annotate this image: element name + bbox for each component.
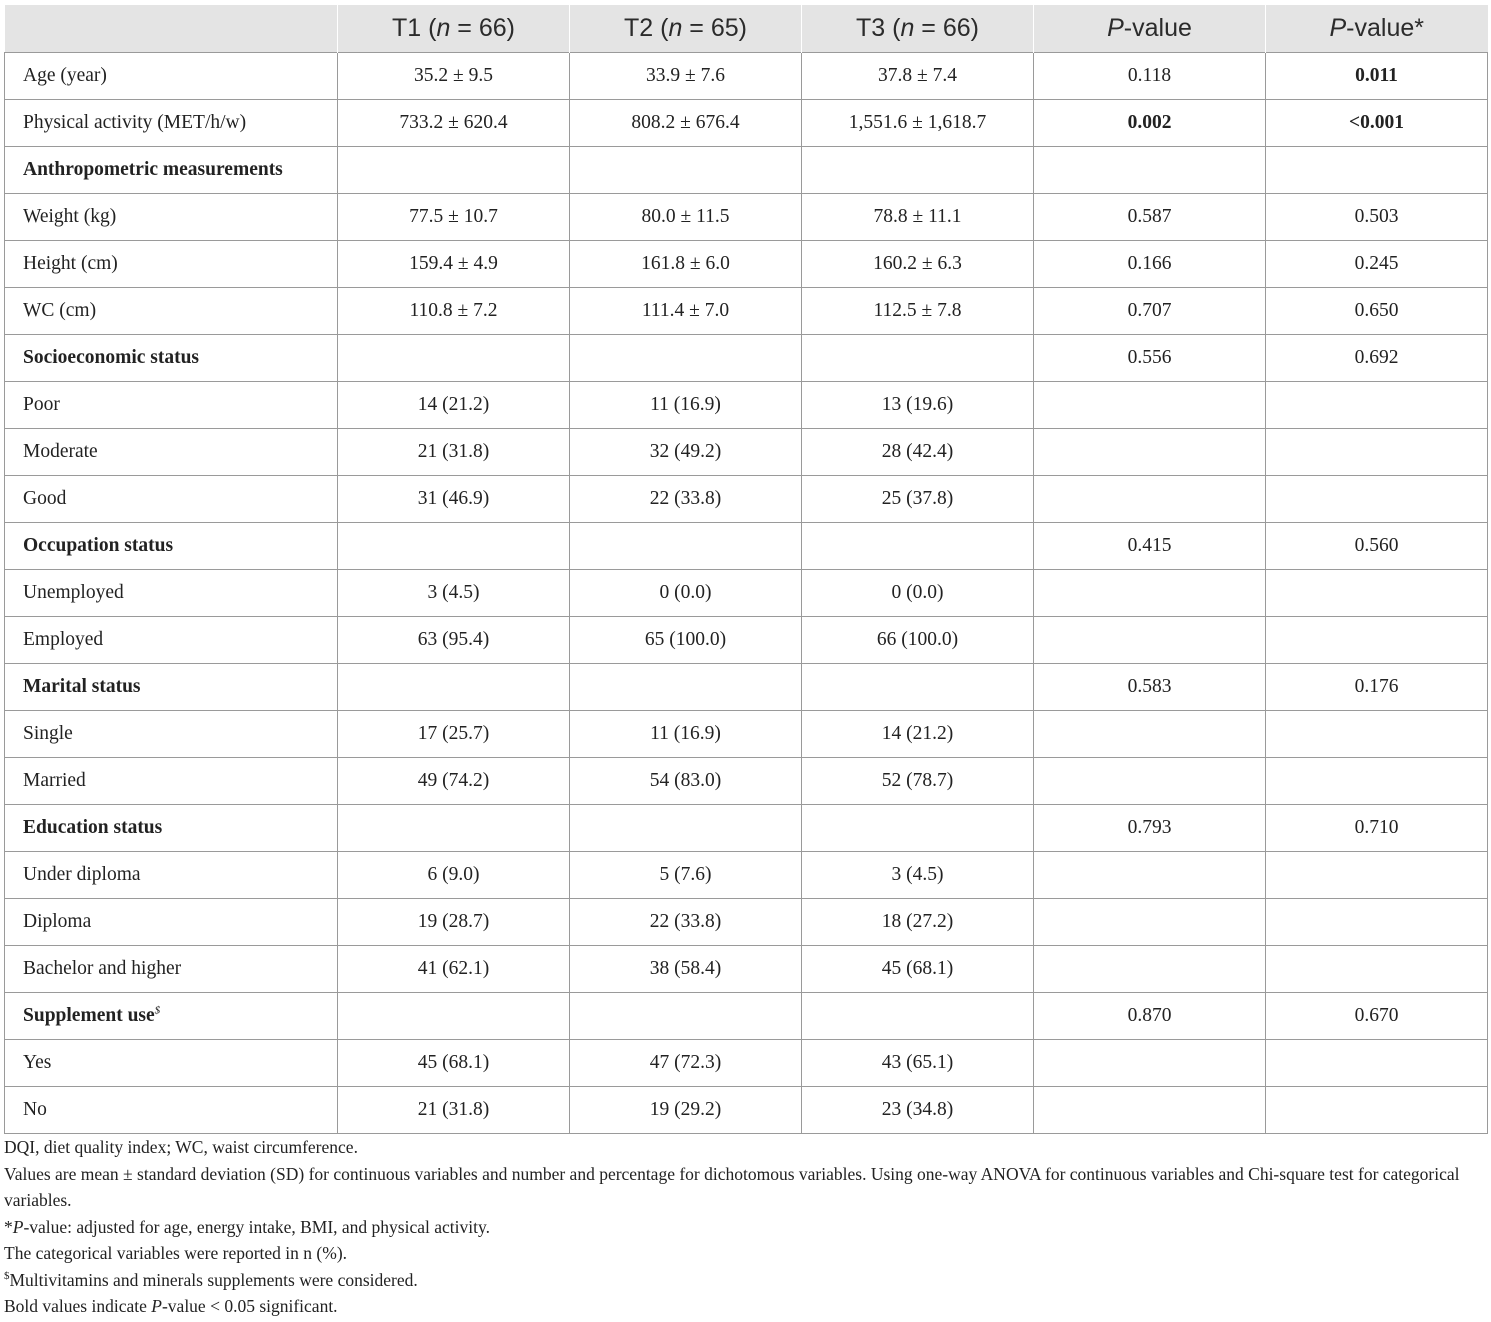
p-value-adjusted-cell — [1266, 758, 1488, 805]
t1-cell: 31 (46.9) — [338, 476, 570, 523]
p-value-cell: 0.583 — [1034, 664, 1266, 711]
footnote-values: Values are mean ± standard deviation (SD) for continuous variables and number and percentage for dichotomous variables. Using one-way ANOVA for continuous variables and Chi-square test for categorical variables. — [4, 1163, 1460, 1210]
table-row — [5, 617, 1488, 664]
row-label: Unemployed — [5, 570, 338, 617]
p-value-cell — [1034, 429, 1266, 476]
t3-cell: 112.5 ± 7.8 — [802, 288, 1034, 335]
header-p-value: P-value — [1034, 5, 1266, 53]
table-row — [5, 1087, 1488, 1134]
t2-cell: 5 (7.6) — [570, 852, 802, 899]
p-value-adjusted-cell — [1266, 382, 1488, 429]
t2-cell: 22 (33.8) — [570, 899, 802, 946]
t2-cell — [570, 664, 802, 711]
t3-cell: 13 (19.6) — [802, 382, 1034, 429]
t2-cell — [570, 335, 802, 382]
row-label: Age (year) — [5, 53, 338, 100]
t3-cell — [802, 993, 1034, 1040]
p-value-cell: 0.002 — [1034, 100, 1266, 147]
p-value-cell — [1034, 946, 1266, 993]
table-row — [5, 758, 1488, 805]
p-value-adjusted-cell — [1266, 946, 1488, 993]
t2-cell: 22 (33.8) — [570, 476, 802, 523]
table-row — [5, 429, 1488, 476]
p-value-cell: 0.166 — [1034, 241, 1266, 288]
p-value-adjusted-cell — [1266, 899, 1488, 946]
t2-cell: 11 (16.9) — [570, 711, 802, 758]
t1-cell: 21 (31.8) — [338, 1087, 570, 1134]
p-value-cell: 0.587 — [1034, 194, 1266, 241]
table-row — [5, 476, 1488, 523]
t3-cell — [802, 147, 1034, 194]
table-row — [5, 53, 1488, 100]
footnote-adjusted: *P-value: adjusted for age, energy intake, BMI, and physical activity. — [4, 1216, 490, 1237]
footnote-supplement: $Multivitamins and minerals supplements were considered. — [4, 1269, 418, 1290]
table-container — [4, 5, 1487, 1134]
t1-cell: 110.8 ± 7.2 — [338, 288, 570, 335]
p-value-cell — [1034, 617, 1266, 664]
t2-cell — [570, 993, 802, 1040]
t1-cell: 21 (31.8) — [338, 429, 570, 476]
p-value-cell: 0.793 — [1034, 805, 1266, 852]
t2-cell: 11 (16.9) — [570, 382, 802, 429]
row-label: Bachelor and higher — [5, 946, 338, 993]
p-value-cell: 0.556 — [1034, 335, 1266, 382]
row-label: Anthropometric measurements — [5, 147, 338, 194]
t1-cell: 41 (62.1) — [338, 946, 570, 993]
header-t1: T1 (n = 66) — [338, 5, 570, 53]
t3-cell: 3 (4.5) — [802, 852, 1034, 899]
p-value-adjusted-cell: <0.001 — [1266, 100, 1488, 147]
row-label: Education status — [5, 805, 338, 852]
t1-cell: 17 (25.7) — [338, 711, 570, 758]
row-label: Socioeconomic status — [5, 335, 338, 382]
row-label: Occupation status — [5, 523, 338, 570]
t3-cell — [802, 805, 1034, 852]
t1-cell: 733.2 ± 620.4 — [338, 100, 570, 147]
header-variable — [5, 5, 338, 53]
t2-cell: 80.0 ± 11.5 — [570, 194, 802, 241]
header-t3: T3 (n = 66) — [802, 5, 1034, 53]
p-value-cell — [1034, 476, 1266, 523]
p-value-adjusted-cell: 0.670 — [1266, 993, 1488, 1040]
p-value-adjusted-cell: 0.560 — [1266, 523, 1488, 570]
row-label: Employed — [5, 617, 338, 664]
row-label: Weight (kg) — [5, 194, 338, 241]
p-value-adjusted-cell — [1266, 711, 1488, 758]
row-label: No — [5, 1087, 338, 1134]
p-value-adjusted-cell — [1266, 852, 1488, 899]
t3-cell: 43 (65.1) — [802, 1040, 1034, 1087]
t1-cell: 3 (4.5) — [338, 570, 570, 617]
row-label: Good — [5, 476, 338, 523]
table-row — [5, 194, 1488, 241]
p-value-cell — [1034, 382, 1266, 429]
table-row — [5, 993, 1488, 1040]
t1-cell: 63 (95.4) — [338, 617, 570, 664]
p-value-adjusted-cell: 0.176 — [1266, 664, 1488, 711]
p-value-cell — [1034, 147, 1266, 194]
t3-cell: 45 (68.1) — [802, 946, 1034, 993]
p-value-cell: 0.870 — [1034, 993, 1266, 1040]
t3-cell — [802, 335, 1034, 382]
footnote-abbreviations: DQI, diet quality index; WC, waist circumference. — [4, 1137, 358, 1157]
t1-cell — [338, 335, 570, 382]
t1-cell — [338, 523, 570, 570]
header-p-value-adjusted: P-value* — [1266, 5, 1488, 53]
header-row — [5, 5, 1488, 53]
table-row — [5, 852, 1488, 899]
t3-cell: 14 (21.2) — [802, 711, 1034, 758]
table-body — [5, 53, 1488, 1134]
t3-cell: 78.8 ± 11.1 — [802, 194, 1034, 241]
table-row — [5, 335, 1488, 382]
table-row — [5, 100, 1488, 147]
t2-cell: 19 (29.2) — [570, 1087, 802, 1134]
t1-cell: 45 (68.1) — [338, 1040, 570, 1087]
t1-cell — [338, 993, 570, 1040]
table-row — [5, 147, 1488, 194]
t3-cell — [802, 664, 1034, 711]
table-row — [5, 664, 1488, 711]
table-row — [5, 570, 1488, 617]
p-value-adjusted-cell: 0.503 — [1266, 194, 1488, 241]
p-value-cell: 0.707 — [1034, 288, 1266, 335]
t2-cell: 33.9 ± 7.6 — [570, 53, 802, 100]
t2-cell: 65 (100.0) — [570, 617, 802, 664]
t3-cell: 23 (34.8) — [802, 1087, 1034, 1134]
p-value-cell — [1034, 570, 1266, 617]
p-value-adjusted-cell: 0.692 — [1266, 335, 1488, 382]
t2-cell — [570, 523, 802, 570]
t2-cell: 32 (49.2) — [570, 429, 802, 476]
p-value-cell: 0.415 — [1034, 523, 1266, 570]
p-value-adjusted-cell: 0.245 — [1266, 241, 1488, 288]
row-label: Moderate — [5, 429, 338, 476]
p-value-adjusted-cell: 0.011 — [1266, 53, 1488, 100]
t1-cell: 6 (9.0) — [338, 852, 570, 899]
t1-cell: 35.2 ± 9.5 — [338, 53, 570, 100]
table-row — [5, 711, 1488, 758]
row-label: Marital status — [5, 664, 338, 711]
table-row — [5, 946, 1488, 993]
p-value-cell — [1034, 758, 1266, 805]
table-row — [5, 241, 1488, 288]
t1-cell: 14 (21.2) — [338, 382, 570, 429]
t1-cell — [338, 664, 570, 711]
t1-cell: 49 (74.2) — [338, 758, 570, 805]
table-row — [5, 288, 1488, 335]
p-value-cell — [1034, 852, 1266, 899]
table-row — [5, 382, 1488, 429]
table-row — [5, 805, 1488, 852]
table-row — [5, 1040, 1488, 1087]
t3-cell: 25 (37.8) — [802, 476, 1034, 523]
baseline-characteristics-table — [4, 5, 1488, 1134]
t1-cell: 19 (28.7) — [338, 899, 570, 946]
p-value-cell — [1034, 899, 1266, 946]
row-label: Under diploma — [5, 852, 338, 899]
t1-cell — [338, 147, 570, 194]
table-row — [5, 523, 1488, 570]
t3-cell: 1,551.6 ± 1,618.7 — [802, 100, 1034, 147]
t3-cell: 160.2 ± 6.3 — [802, 241, 1034, 288]
t2-cell: 47 (72.3) — [570, 1040, 802, 1087]
row-label: Yes — [5, 1040, 338, 1087]
row-label: Diploma — [5, 899, 338, 946]
footnote-bold: Bold values indicate P-value < 0.05 significant. — [4, 1296, 338, 1316]
t3-cell: 28 (42.4) — [802, 429, 1034, 476]
t3-cell: 37.8 ± 7.4 — [802, 53, 1034, 100]
p-value-adjusted-cell — [1266, 617, 1488, 664]
p-value-adjusted-cell — [1266, 429, 1488, 476]
t3-cell — [802, 523, 1034, 570]
t2-cell — [570, 147, 802, 194]
p-value-adjusted-cell: 0.650 — [1266, 288, 1488, 335]
t3-cell: 0 (0.0) — [802, 570, 1034, 617]
p-value-cell — [1034, 1040, 1266, 1087]
p-value-adjusted-cell — [1266, 476, 1488, 523]
t2-cell: 0 (0.0) — [570, 570, 802, 617]
t1-cell: 77.5 ± 10.7 — [338, 194, 570, 241]
p-value-adjusted-cell — [1266, 570, 1488, 617]
row-label: Single — [5, 711, 338, 758]
t2-cell: 808.2 ± 676.4 — [570, 100, 802, 147]
row-label: Physical activity (MET/h/w) — [5, 100, 338, 147]
t3-cell: 66 (100.0) — [802, 617, 1034, 664]
t3-cell: 18 (27.2) — [802, 899, 1034, 946]
table-row — [5, 899, 1488, 946]
t2-cell: 111.4 ± 7.0 — [570, 288, 802, 335]
row-label: WC (cm) — [5, 288, 338, 335]
p-value-cell — [1034, 711, 1266, 758]
t2-cell: 54 (83.0) — [570, 758, 802, 805]
row-label: Poor — [5, 382, 338, 429]
row-label: Married — [5, 758, 338, 805]
table-footnotes — [4, 1134, 1487, 1320]
p-value-adjusted-cell — [1266, 147, 1488, 194]
row-label: Supplement use$ — [5, 993, 338, 1040]
t2-cell: 38 (58.4) — [570, 946, 802, 993]
footnote-categorical: The categorical variables were reported in n (%). — [4, 1243, 348, 1263]
t1-cell: 159.4 ± 4.9 — [338, 241, 570, 288]
t2-cell: 161.8 ± 6.0 — [570, 241, 802, 288]
p-value-cell — [1034, 1087, 1266, 1134]
p-value-cell: 0.118 — [1034, 53, 1266, 100]
t3-cell: 52 (78.7) — [802, 758, 1034, 805]
header-t2: T2 (n = 65) — [570, 5, 802, 53]
t1-cell — [338, 805, 570, 852]
p-value-adjusted-cell — [1266, 1040, 1488, 1087]
p-value-adjusted-cell — [1266, 1087, 1488, 1134]
row-label: Height (cm) — [5, 241, 338, 288]
t2-cell — [570, 805, 802, 852]
p-value-adjusted-cell: 0.710 — [1266, 805, 1488, 852]
